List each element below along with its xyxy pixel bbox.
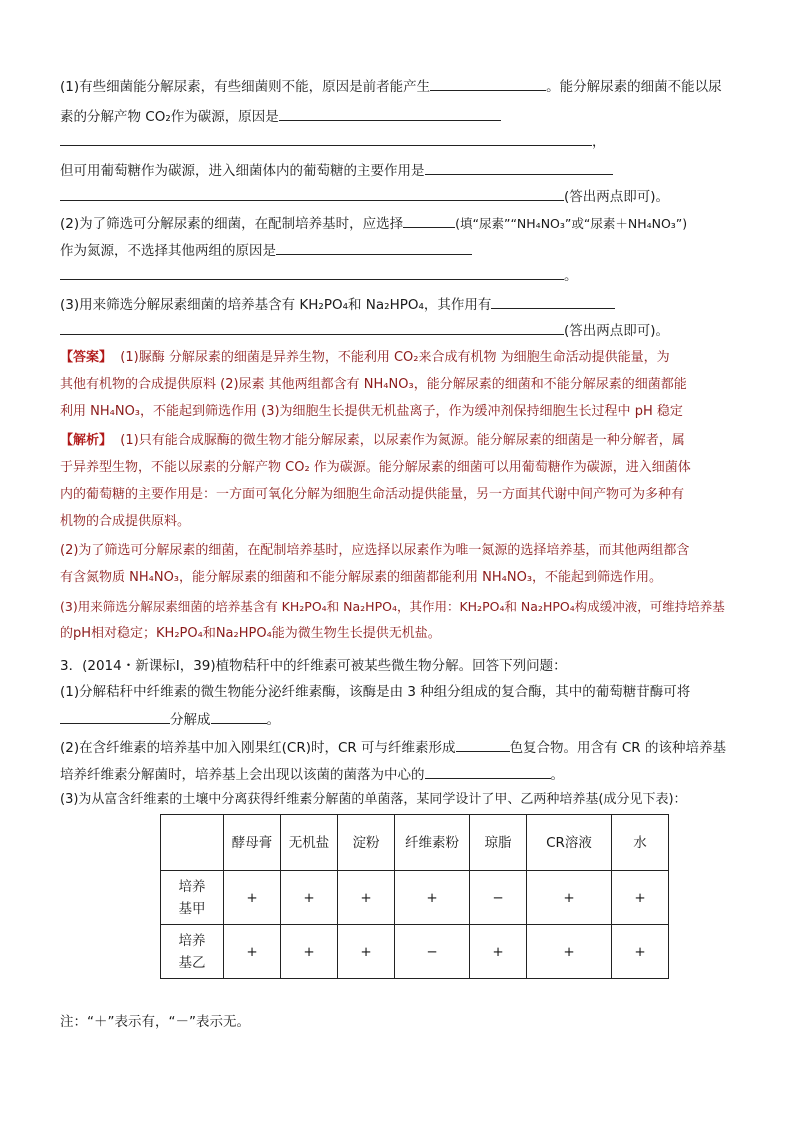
- analysis-text: 于异养型生物，不能以尿素的分解产物 CO₂ 作为碳源。能分解尿素的细菌可以用葡萄糖作为碳源，进入细菌体: [60, 460, 691, 475]
- note-text: 注：“＋”表示有，“－”表示无。: [60, 1014, 250, 1030]
- analysis-line-8: [60, 625, 441, 643]
- answer-tag: 【答案】: [60, 350, 113, 365]
- q1-text: (3)用来筛选分解尿素细菌的培养基含有 KH₂PO₄和 Na₂HPO₄，其作用有: [60, 297, 492, 313]
- q3-text: (3)为从富含纤维素的土壤中分离获得纤维素分解菌的单菌落，某同学设计了甲、乙两种培养基(成分见下表)：: [60, 792, 687, 807]
- q3-line-3: [60, 709, 280, 729]
- table-header-row: [161, 815, 669, 871]
- q3-line-2: [60, 683, 690, 701]
- q3-text: 。: [550, 767, 564, 783]
- table-row-name: 培养基乙: [161, 925, 224, 979]
- table-cell: +: [612, 925, 669, 979]
- analysis-text: (3)用来筛选分解尿素细菌的培养基含有 KH₂PO₄和 Na₂HPO₄，其作用：KH₂PO₄和 Na₂HPO₄构成缓冲液，可维持培养基: [60, 599, 725, 614]
- q3-line-1: [60, 657, 567, 675]
- analysis-text: (2)为了筛选可分解尿素的细菌，在配制培养基时，应选择以尿素作为唯一氮源的选择培养基，而其他两组都含: [60, 543, 690, 558]
- q3-line-5: [60, 764, 564, 784]
- analysis-line-3: [60, 486, 684, 504]
- table-cell: +: [281, 925, 338, 979]
- table-cell: +: [338, 871, 395, 925]
- analysis-text: 的pH相对稳定；KH₂PO₄和Na₂HPO₄能为微生物生长提供无机盐。: [60, 626, 441, 641]
- answer-blank[interactable]: [211, 709, 267, 724]
- analysis-line-4: [60, 513, 190, 531]
- analysis-text: 机物的合成提供原料。: [60, 514, 191, 529]
- answer-blank[interactable]: [276, 240, 472, 255]
- table-row-name: 培养基甲: [161, 871, 224, 925]
- answer-blank[interactable]: [403, 213, 455, 228]
- analysis-tag: 【解析】: [60, 433, 113, 448]
- answer-blank[interactable]: [60, 265, 564, 280]
- table-cell: +: [527, 871, 612, 925]
- answer-text: (1)脲酶 分解尿素的细菌是异养生物，不能利用 CO₂来合成有机物 为细胞生命活动提供能量，为: [120, 350, 670, 365]
- table-row: [161, 925, 669, 979]
- answer-blank[interactable]: [491, 294, 615, 309]
- table-note: [60, 1013, 250, 1031]
- q1-line-3: [60, 131, 606, 151]
- answer-blank[interactable]: [430, 76, 546, 91]
- analysis-line-1: [60, 432, 685, 450]
- analysis-line-5: [60, 542, 689, 560]
- answer-line-3: [60, 403, 683, 421]
- q1-line-2: [60, 106, 501, 126]
- analysis-text: (1)只有能合成脲酶的微生物才能分解尿素，以尿素作为氮源。能分解尿素的细菌是一种分解者，属: [120, 433, 685, 448]
- q3-line-6: [60, 791, 687, 809]
- q1-text: 素的分解产物 CO₂作为碳源，原因是: [60, 109, 279, 125]
- answer-blank[interactable]: [279, 106, 501, 121]
- q1-line-7: [60, 240, 472, 260]
- table-cell: +: [338, 925, 395, 979]
- q3-text: 3．(2014・新课标Ⅰ，39)植物秸秆中的纤维素可被某些微生物分解。回答下列问题：: [60, 658, 567, 674]
- q1-text: (2)为了筛选可分解尿素的细菌，在配制培养基时，应选择: [60, 216, 404, 232]
- answer-text: 其他有机物的合成提供原料 (2)尿素 其他两组都含有 NH₄NO₃，能分解尿素的细菌和不能分解尿素的细菌都能: [60, 377, 687, 392]
- table-cell: +: [612, 871, 669, 925]
- q1-text: 。能分解尿素的细菌不能以尿: [546, 79, 722, 95]
- q3-text: 色复合物。用含有 CR 的该种培养基: [509, 740, 726, 756]
- q3-text: (2)在含纤维素的培养基中加入刚果红(CR)时，CR 可与纤维素形成: [60, 740, 456, 756]
- table-cell: +: [470, 925, 527, 979]
- answer-blank[interactable]: [456, 737, 510, 752]
- q1-line-8: [60, 265, 578, 285]
- table-header-cell: CR溶液: [527, 815, 612, 871]
- table-cell: +: [281, 871, 338, 925]
- table-cell: +: [224, 925, 281, 979]
- table-header-cell: [161, 815, 224, 871]
- table-header-cell: 无机盐: [281, 815, 338, 871]
- table-header-cell: 酵母膏: [224, 815, 281, 871]
- table-cell: −: [395, 925, 470, 979]
- q3-text: 分解成: [170, 712, 211, 728]
- q1-line-9: [60, 294, 615, 314]
- table-header-cell: 淀粉: [338, 815, 395, 871]
- q1-line-6: [60, 213, 687, 233]
- q1-text: ，: [592, 134, 606, 150]
- answer-text: 利用 NH₄NO₃，不能起到筛选作用 (3)为细胞生长提供无机盐离子，作为缓冲剂保持细胞生长过程中 pH 稳定: [60, 404, 683, 419]
- answer-blank[interactable]: [60, 186, 564, 201]
- q1-line-10: [60, 320, 669, 340]
- q1-text: 但可用葡萄糖作为碳源，进入细菌体内的葡萄糖的主要作用是: [60, 163, 425, 179]
- analysis-text: 有含氮物质 NH₄NO₃，能分解尿素的细菌和不能分解尿素的细菌都能利用 NH₄NO₃，不能起到筛选作用。: [60, 570, 663, 585]
- analysis-line-2: [60, 459, 691, 477]
- q1-text: 作为氮源，不选择其他两组的原因是: [60, 243, 276, 259]
- q1-text: (答出两点即可)。: [564, 189, 670, 205]
- answer-blank[interactable]: [60, 709, 170, 724]
- q1-text: (填“尿素”“NH₄NO₃”或“尿素＋NH₄NO₃”): [455, 216, 688, 231]
- table-cell: +: [395, 871, 470, 925]
- table-cell: −: [470, 871, 527, 925]
- answer-blank[interactable]: [60, 320, 564, 335]
- answer-line-2: [60, 376, 687, 394]
- answer-blank[interactable]: [60, 131, 592, 146]
- table-header-cell: 水: [612, 815, 669, 871]
- q1-line-5: [60, 186, 669, 206]
- answer-blank[interactable]: [425, 160, 613, 175]
- analysis-line-6: [60, 569, 662, 587]
- q1-line-4: [60, 160, 613, 180]
- q3-text: 培养纤维素分解菌时，培养基上会出现以该菌的菌落为中心的: [60, 767, 425, 783]
- analysis-line-7: [60, 598, 725, 616]
- q3-text: 。: [266, 712, 280, 728]
- answer-blank[interactable]: [425, 764, 551, 779]
- table-header-cell: 琼脂: [470, 815, 527, 871]
- q1-text: (答出两点即可)。: [564, 323, 670, 339]
- q3-line-4: [60, 737, 726, 757]
- table-header-cell: 纤维素粉: [395, 815, 470, 871]
- table-cell: +: [527, 925, 612, 979]
- analysis-text: 内的葡萄糖的主要作用是：一方面可氧化分解为细胞生命活动提供能量，另一方面其代谢中间产物可为多种有: [60, 487, 685, 502]
- answer-line-1: [60, 349, 670, 367]
- q1-line-1: [60, 76, 722, 96]
- q3-text: (1)分解秸秆中纤维素的微生物能分泌纤维素酶，该酶是由 3 种组分组成的复合酶，其中的葡萄糖苷酶可将: [60, 684, 691, 700]
- q1-text: (1)有些细菌能分解尿素，有些细菌则不能，原因是前者能产生: [60, 79, 431, 95]
- medium-table: [160, 814, 669, 979]
- table-row: [161, 871, 669, 925]
- q1-text: 。: [564, 268, 578, 284]
- table-cell: +: [224, 871, 281, 925]
